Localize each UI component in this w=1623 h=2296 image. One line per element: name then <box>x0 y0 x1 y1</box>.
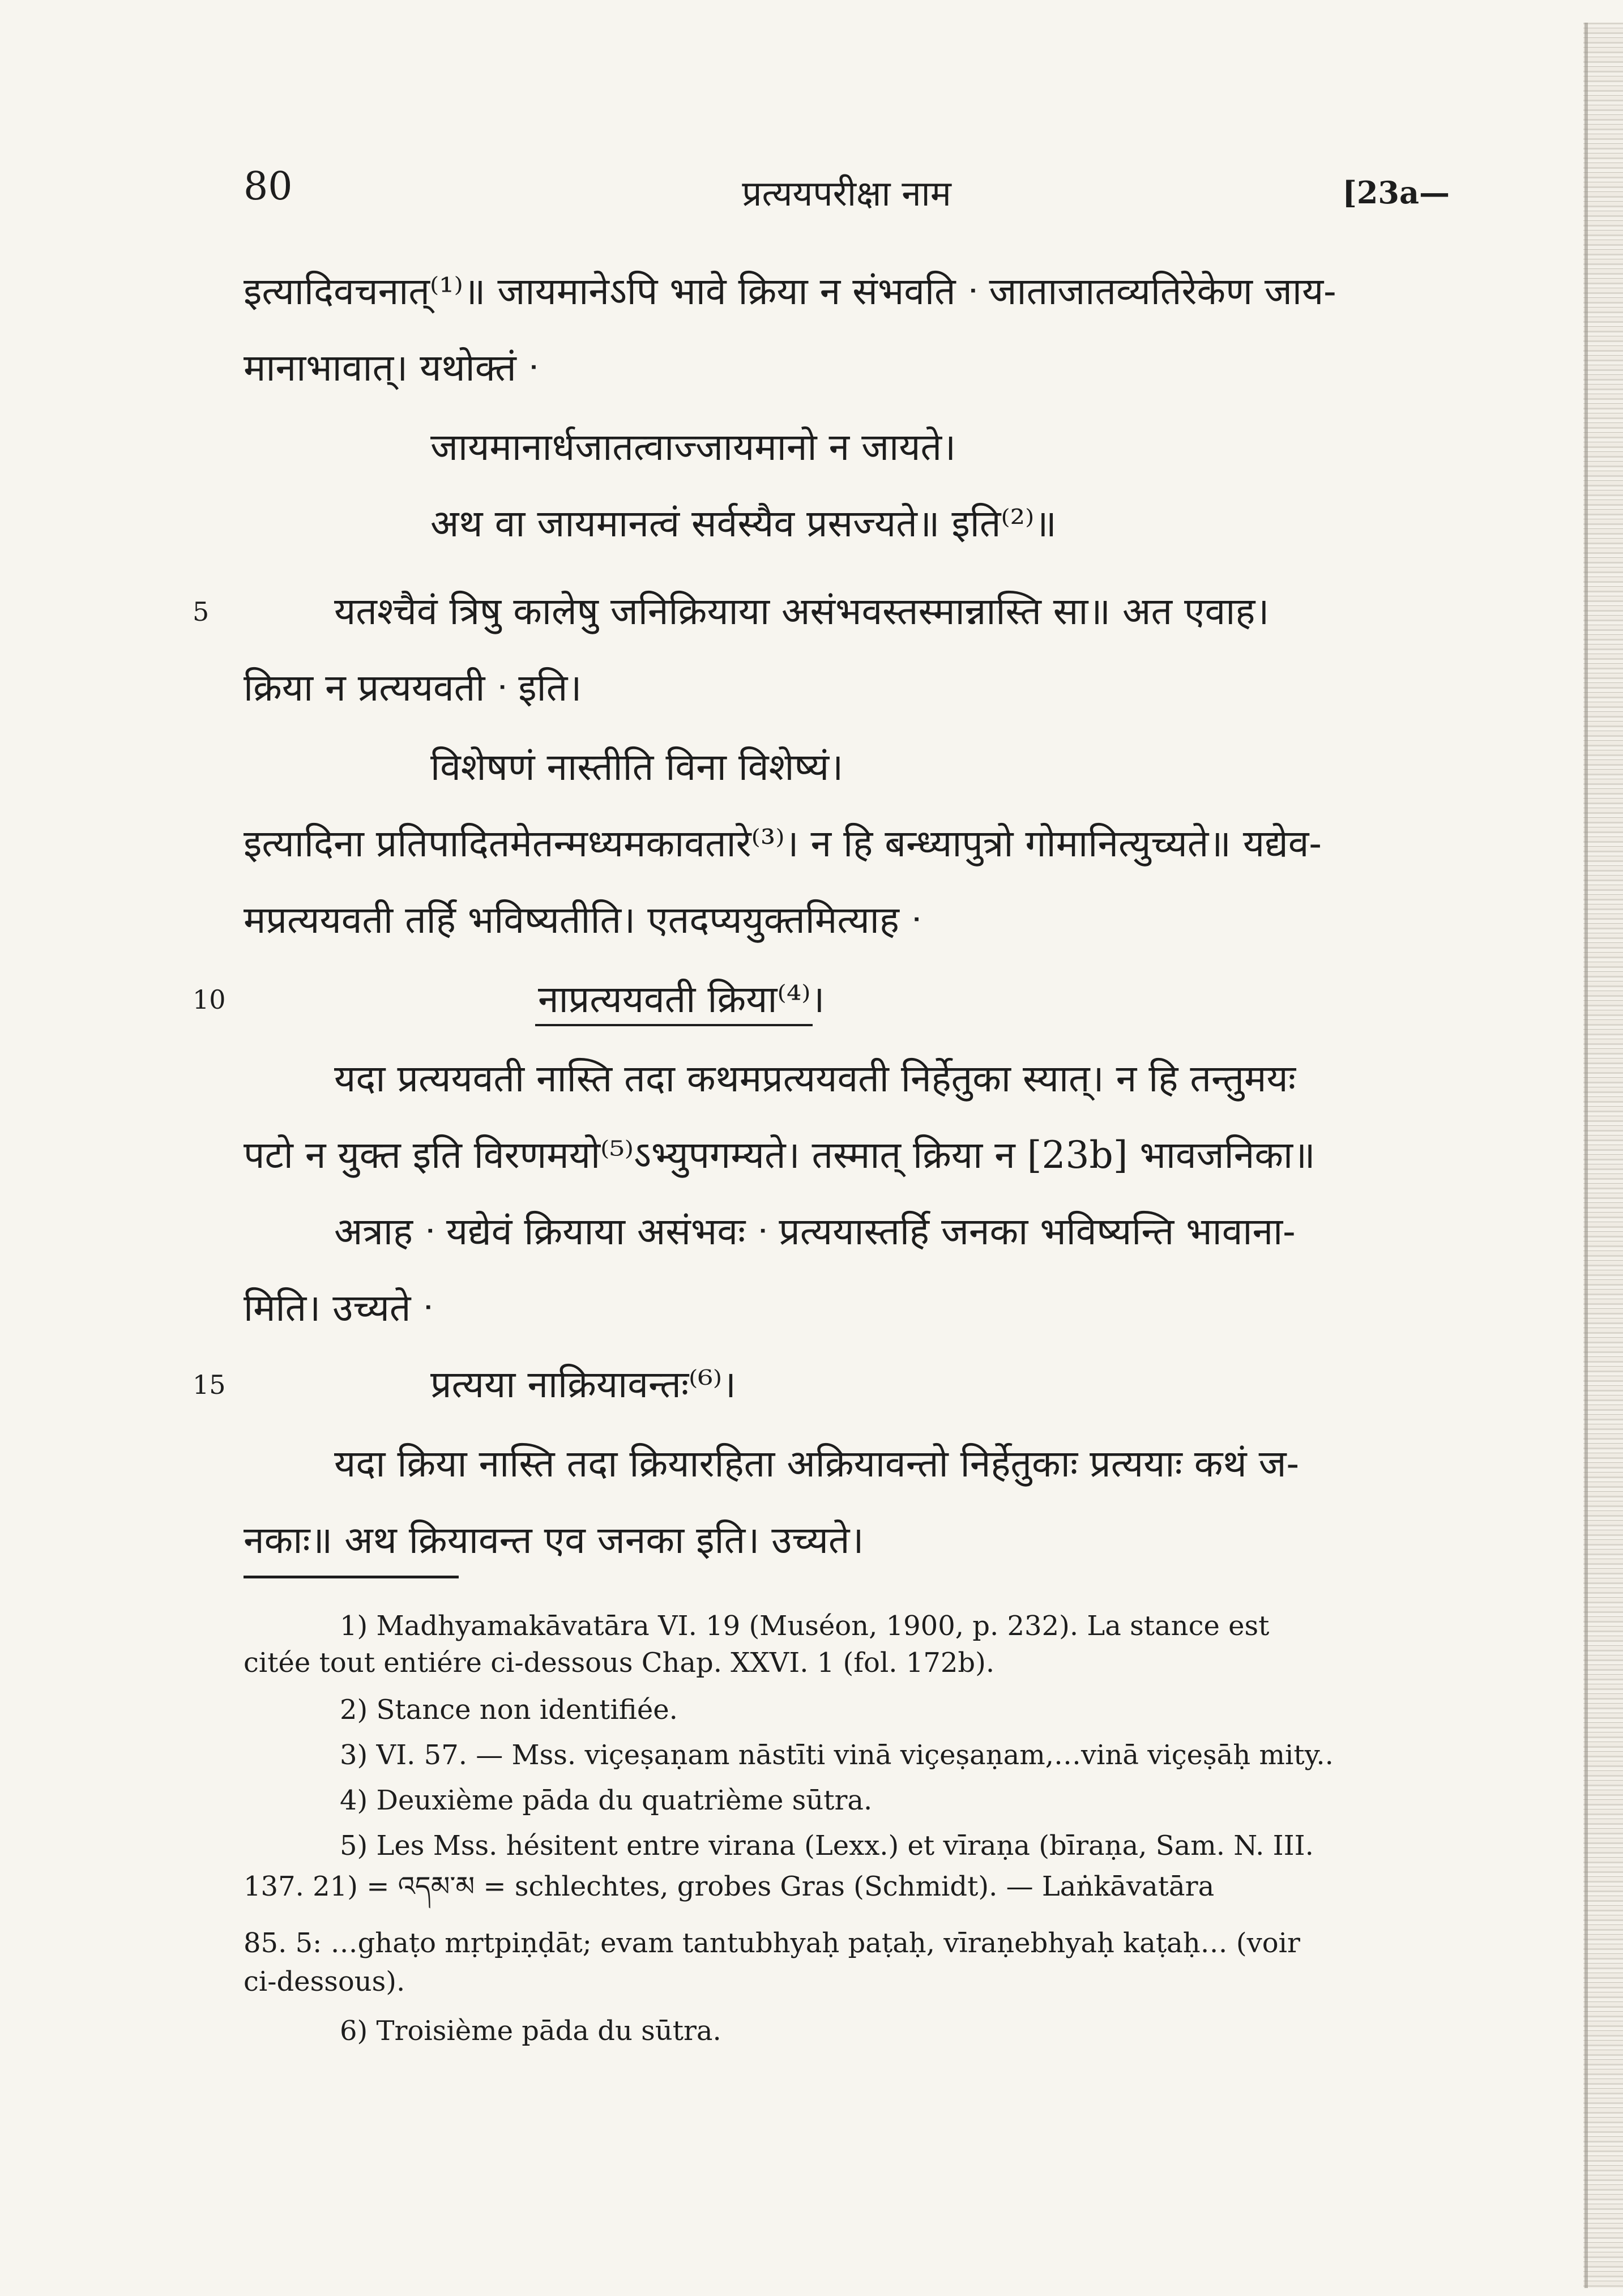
text-line: इत्यादिवचनात्⁽¹⁾॥ जायमानेऽपि भावे क्रिया न संभवति ᐧ जाताजातव्यतिरेकेण जाय- <box>244 270 1336 313</box>
line-number: 15 <box>193 1369 226 1400</box>
footnote-separator <box>244 1576 459 1578</box>
footnote: 1) Madhyamakāvatāra VI. 19 (Muséon, 1900, p. 232). La stance est <box>340 1610 1270 1642</box>
text-line: मानाभावात्। यथोक्तं ᐧ <box>244 346 538 390</box>
text-line: क्रिया न प्रत्ययवती ᐧ इति। <box>244 666 582 710</box>
verse-line: जायमानार्धजातत्वाज्जायमानो न जायते। <box>430 425 956 469</box>
text-line: मप्रत्ययवती तर्हि भविष्यतीति। एतदप्ययुक्तमित्याह ᐧ <box>244 898 921 942</box>
page-header <box>244 164 1450 227</box>
sutra-line: नाप्रत्ययवती क्रिया⁽⁴⁾। <box>538 978 825 1021</box>
footnote-continuation: citée tout entiére ci-dessous Chap. XXVI. 1 (fol. 172b). <box>244 1647 995 1679</box>
folio-mark: [23a— <box>1342 174 1450 211</box>
footnote-continuation: ci-dessous). <box>244 1966 405 1998</box>
footnote-continuation: 85. 5: …ghaṭo mṛtpiṇḍāt; evam tantubhyaḥ paṭaḥ, vīraṇebhyaḥ kaṭaḥ… (voir <box>244 1927 1300 1959</box>
text-line: नकाः॥ अथ क्रियावन्त एव जनका इति। उच्यते। <box>244 1518 864 1562</box>
running-title: प्रत्ययपरीक्षा नाम <box>742 173 951 214</box>
sutra-underline <box>535 1024 813 1026</box>
text-line: यदा प्रत्ययवती नास्ति तदा कथमप्रत्ययवती निर्हेतुका स्यात्। न हि तन्तुमयः <box>334 1057 1296 1100</box>
text-line: यदा क्रिया नास्ति तदा क्रियारहिता अक्रियावन्तो निर्हेतुकाः प्रत्ययाः कथं ज- <box>334 1442 1299 1486</box>
verse-line: अथ वा जायमानत्वं सर्वस्यैव प्रसज्यते॥ इति⁽²⁾॥ <box>430 502 1057 545</box>
page-number: 80 <box>244 164 293 209</box>
footnote: 2) Stance non identifiée. <box>340 1694 678 1726</box>
footnote: 5) Les Mss. hésitent entre virana (Lexx.) et vīraṇa (bīraṇa, Sam. N. III. <box>340 1830 1314 1862</box>
text-line: अत्राह ᐧ यद्येवं क्रियाया असंभवः ᐧ प्रत्ययास्तर्हि जनका भविष्यन्ति भावाना- <box>334 1210 1296 1253</box>
line-number: 10 <box>193 984 226 1015</box>
sutra-line: प्रत्यया नाक्रियावन्तः⁽⁶⁾। <box>430 1363 737 1406</box>
page-edge-line <box>1584 23 1588 2288</box>
verse-line: विशेषणं नास्तीति विना विशेष्यं। <box>430 745 844 789</box>
page-edge-scan-shadow <box>1583 23 1623 2288</box>
line-number: 5 <box>193 596 210 627</box>
footnote-continuation: 137. 21) = འདམ་མ = schlechtes, grobes Gras (Schmidt). — Laṅkāvatāra <box>244 1871 1215 1902</box>
footnote: 3) VI. 57. — Mss. viçeṣaṇam nāstīti vinā viçeṣaṇam,…vinā viçeṣāḥ mity.. <box>340 1739 1334 1771</box>
footnote: 6) Troisième pāda du sūtra. <box>340 2015 721 2047</box>
text-line: यतश्चैवं त्रिषु कालेषु जनिक्रियाया असंभवस्तस्मान्नास्ति सा॥ अत एवाह। <box>334 590 1270 633</box>
text-line: इत्यादिना प्रतिपादितमेतन्मध्यमकावतारे⁽³⁾। न हि बन्ध्यापुत्रो गोमानित्युच्यते॥ यद्येव- <box>244 822 1322 865</box>
text-line: मिति। उच्यते ᐧ <box>244 1286 433 1330</box>
footnote: 4) Deuxième pāda du quatrième sūtra. <box>340 1785 873 1816</box>
text-line: पटो न युक्त इति विरणमयो⁽⁵⁾ऽभ्युपगम्यते। तस्मात् क्रिया न [23b] भावजनिका॥ <box>244 1133 1316 1177</box>
